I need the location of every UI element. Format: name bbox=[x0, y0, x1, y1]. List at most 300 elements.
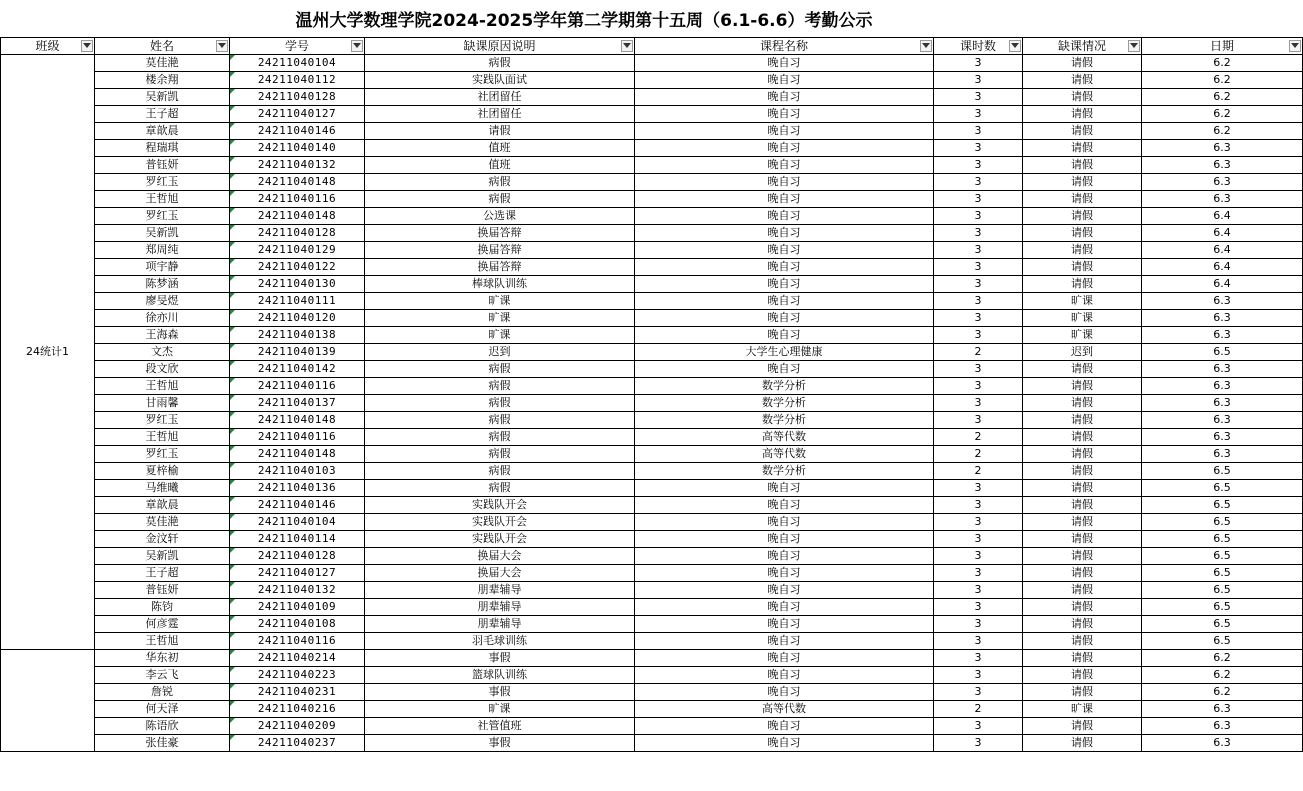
cell-name[interactable] bbox=[95, 72, 230, 89]
cell-reason[interactable] bbox=[365, 531, 635, 548]
cell-reason[interactable] bbox=[365, 191, 635, 208]
cell-reason[interactable] bbox=[365, 548, 635, 565]
cell-date[interactable] bbox=[1142, 531, 1303, 548]
cell-date[interactable] bbox=[1142, 616, 1303, 633]
cell-reason[interactable] bbox=[365, 72, 635, 89]
cell-student-id[interactable] bbox=[230, 327, 365, 344]
cell-date[interactable] bbox=[1142, 293, 1303, 310]
cell-reason[interactable] bbox=[365, 395, 635, 412]
cell-course[interactable] bbox=[635, 412, 934, 429]
cell-hours[interactable] bbox=[934, 293, 1023, 310]
cell-status[interactable] bbox=[1023, 463, 1142, 480]
cell-date[interactable] bbox=[1142, 446, 1303, 463]
cell-date[interactable] bbox=[1142, 174, 1303, 191]
cell-date[interactable] bbox=[1142, 701, 1303, 718]
cell-reason[interactable] bbox=[365, 157, 635, 174]
cell-name[interactable] bbox=[95, 429, 230, 446]
cell-hours[interactable] bbox=[934, 242, 1023, 259]
cell-status[interactable] bbox=[1023, 633, 1142, 650]
cell-reason[interactable] bbox=[365, 361, 635, 378]
cell-student-id[interactable] bbox=[230, 361, 365, 378]
cell-reason[interactable] bbox=[365, 429, 635, 446]
cell-date[interactable] bbox=[1142, 327, 1303, 344]
cell-reason[interactable] bbox=[365, 344, 635, 361]
cell-name[interactable] bbox=[95, 157, 230, 174]
cell-name[interactable] bbox=[95, 667, 230, 684]
cell-hours[interactable] bbox=[934, 310, 1023, 327]
cell-name[interactable] bbox=[95, 225, 230, 242]
cell-status[interactable] bbox=[1023, 701, 1142, 718]
cell-name[interactable] bbox=[95, 310, 230, 327]
cell-student-id[interactable] bbox=[230, 497, 365, 514]
cell-course[interactable] bbox=[635, 480, 934, 497]
cell-course[interactable] bbox=[635, 55, 934, 72]
cell-name[interactable] bbox=[95, 89, 230, 106]
cell-date[interactable] bbox=[1142, 157, 1303, 174]
cell-date[interactable] bbox=[1142, 497, 1303, 514]
cell-student-id[interactable] bbox=[230, 412, 365, 429]
cell-course[interactable] bbox=[635, 429, 934, 446]
cell-reason[interactable] bbox=[365, 514, 635, 531]
cell-course[interactable] bbox=[635, 531, 934, 548]
cell-date[interactable] bbox=[1142, 735, 1303, 752]
cell-course[interactable] bbox=[635, 259, 934, 276]
cell-status[interactable] bbox=[1023, 548, 1142, 565]
cell-course[interactable] bbox=[635, 684, 934, 701]
cell-status[interactable] bbox=[1023, 395, 1142, 412]
cell-status[interactable] bbox=[1023, 446, 1142, 463]
cell-reason[interactable] bbox=[365, 667, 635, 684]
cell-name[interactable] bbox=[95, 378, 230, 395]
cell-name[interactable] bbox=[95, 276, 230, 293]
cell-name[interactable] bbox=[95, 514, 230, 531]
cell-date[interactable] bbox=[1142, 89, 1303, 106]
cell-date[interactable] bbox=[1142, 463, 1303, 480]
cell-student-id[interactable] bbox=[230, 684, 365, 701]
cell-hours[interactable] bbox=[934, 55, 1023, 72]
cell-reason[interactable] bbox=[365, 650, 635, 667]
cell-student-id[interactable] bbox=[230, 174, 365, 191]
cell-course[interactable] bbox=[635, 735, 934, 752]
cell-name[interactable] bbox=[95, 293, 230, 310]
cell-course[interactable] bbox=[635, 276, 934, 293]
cell-course[interactable] bbox=[635, 361, 934, 378]
cell-date[interactable] bbox=[1142, 242, 1303, 259]
cell-student-id[interactable] bbox=[230, 667, 365, 684]
cell-hours[interactable] bbox=[934, 123, 1023, 140]
cell-reason[interactable] bbox=[365, 225, 635, 242]
cell-course[interactable] bbox=[635, 327, 934, 344]
cell-name[interactable] bbox=[95, 684, 230, 701]
cell-hours[interactable] bbox=[934, 633, 1023, 650]
cell-hours[interactable] bbox=[934, 225, 1023, 242]
cell-hours[interactable] bbox=[934, 174, 1023, 191]
filter-dropdown-icon[interactable] bbox=[216, 40, 228, 52]
cell-course[interactable] bbox=[635, 225, 934, 242]
cell-status[interactable] bbox=[1023, 361, 1142, 378]
cell-course[interactable] bbox=[635, 140, 934, 157]
cell-status[interactable] bbox=[1023, 140, 1142, 157]
cell-course[interactable] bbox=[635, 378, 934, 395]
class-cell[interactable] bbox=[1, 650, 95, 752]
cell-name[interactable] bbox=[95, 55, 230, 72]
cell-reason[interactable] bbox=[365, 480, 635, 497]
cell-name[interactable] bbox=[95, 395, 230, 412]
filter-dropdown-icon[interactable] bbox=[1128, 40, 1140, 52]
cell-date[interactable] bbox=[1142, 361, 1303, 378]
cell-student-id[interactable] bbox=[230, 531, 365, 548]
cell-course[interactable] bbox=[635, 157, 934, 174]
cell-hours[interactable] bbox=[934, 89, 1023, 106]
cell-name[interactable] bbox=[95, 242, 230, 259]
cell-name[interactable] bbox=[95, 701, 230, 718]
cell-date[interactable] bbox=[1142, 191, 1303, 208]
cell-course[interactable] bbox=[635, 599, 934, 616]
cell-hours[interactable] bbox=[934, 514, 1023, 531]
cell-course[interactable] bbox=[635, 310, 934, 327]
cell-student-id[interactable] bbox=[230, 225, 365, 242]
cell-text: 王哲旭 bbox=[145, 192, 179, 205]
cell-course[interactable] bbox=[635, 344, 934, 361]
cell-hours[interactable] bbox=[934, 259, 1023, 276]
cell-hours[interactable] bbox=[934, 463, 1023, 480]
cell-hours[interactable] bbox=[934, 480, 1023, 497]
cell-status[interactable] bbox=[1023, 89, 1142, 106]
cell-date[interactable] bbox=[1142, 514, 1303, 531]
cell-course[interactable] bbox=[635, 89, 934, 106]
cell-student-id[interactable] bbox=[230, 208, 365, 225]
cell-date[interactable] bbox=[1142, 582, 1303, 599]
cell-reason[interactable] bbox=[365, 310, 635, 327]
number-as-text-indicator-icon bbox=[230, 582, 235, 587]
cell-hours[interactable] bbox=[934, 140, 1023, 157]
cell-hours[interactable] bbox=[934, 684, 1023, 701]
cell-status[interactable] bbox=[1023, 497, 1142, 514]
cell-name[interactable] bbox=[95, 106, 230, 123]
cell-reason[interactable] bbox=[365, 446, 635, 463]
cell-status[interactable] bbox=[1023, 208, 1142, 225]
cell-student-id[interactable] bbox=[230, 650, 365, 667]
cell-student-id[interactable] bbox=[230, 72, 365, 89]
cell-hours[interactable] bbox=[934, 718, 1023, 735]
cell-status[interactable] bbox=[1023, 480, 1142, 497]
cell-reason[interactable] bbox=[365, 89, 635, 106]
cell-date[interactable] bbox=[1142, 310, 1303, 327]
cell-reason[interactable] bbox=[365, 616, 635, 633]
cell-hours[interactable] bbox=[934, 667, 1023, 684]
cell-reason[interactable] bbox=[365, 378, 635, 395]
cell-name[interactable] bbox=[95, 208, 230, 225]
cell-reason[interactable] bbox=[365, 701, 635, 718]
cell-student-id[interactable] bbox=[230, 480, 365, 497]
cell-reason[interactable] bbox=[365, 276, 635, 293]
cell-course[interactable] bbox=[635, 565, 934, 582]
cell-status[interactable] bbox=[1023, 72, 1142, 89]
cell-student-id[interactable] bbox=[230, 310, 365, 327]
cell-hours[interactable] bbox=[934, 412, 1023, 429]
cell-hours[interactable] bbox=[934, 497, 1023, 514]
cell-hours[interactable] bbox=[934, 344, 1023, 361]
cell-name[interactable] bbox=[95, 259, 230, 276]
cell-status[interactable] bbox=[1023, 225, 1142, 242]
cell-reason[interactable] bbox=[365, 327, 635, 344]
cell-reason[interactable] bbox=[365, 242, 635, 259]
cell-reason[interactable] bbox=[365, 497, 635, 514]
cell-reason[interactable] bbox=[365, 293, 635, 310]
cell-status[interactable] bbox=[1023, 55, 1142, 72]
cell-hours[interactable] bbox=[934, 276, 1023, 293]
cell-hours[interactable] bbox=[934, 157, 1023, 174]
cell-student-id[interactable] bbox=[230, 599, 365, 616]
cell-name[interactable] bbox=[95, 463, 230, 480]
cell-status[interactable] bbox=[1023, 191, 1142, 208]
class-cell[interactable]: 24统计1 bbox=[1, 55, 95, 650]
cell-student-id[interactable] bbox=[230, 55, 365, 72]
cell-name[interactable] bbox=[95, 599, 230, 616]
cell-status[interactable] bbox=[1023, 293, 1142, 310]
cell-hours[interactable] bbox=[934, 565, 1023, 582]
cell-course[interactable] bbox=[635, 701, 934, 718]
cell-hours[interactable] bbox=[934, 208, 1023, 225]
cell-student-id[interactable] bbox=[230, 140, 365, 157]
cell-date[interactable] bbox=[1142, 259, 1303, 276]
cell-student-id[interactable] bbox=[230, 123, 365, 140]
cell-student-id[interactable] bbox=[230, 463, 365, 480]
cell-course[interactable] bbox=[635, 106, 934, 123]
cell-hours[interactable] bbox=[934, 395, 1023, 412]
cell-date[interactable] bbox=[1142, 480, 1303, 497]
cell-status[interactable] bbox=[1023, 174, 1142, 191]
cell-course[interactable] bbox=[635, 242, 934, 259]
cell-hours[interactable] bbox=[934, 72, 1023, 89]
cell-course[interactable] bbox=[635, 582, 934, 599]
cell-status[interactable] bbox=[1023, 242, 1142, 259]
cell-status[interactable] bbox=[1023, 718, 1142, 735]
cell-hours[interactable] bbox=[934, 531, 1023, 548]
cell-student-id[interactable] bbox=[230, 395, 365, 412]
cell-date[interactable] bbox=[1142, 276, 1303, 293]
cell-hours[interactable] bbox=[934, 106, 1023, 123]
cell-status[interactable] bbox=[1023, 650, 1142, 667]
cell-date[interactable] bbox=[1142, 395, 1303, 412]
cell-student-id[interactable] bbox=[230, 582, 365, 599]
cell-hours[interactable] bbox=[934, 599, 1023, 616]
cell-date[interactable] bbox=[1142, 565, 1303, 582]
cell-name[interactable] bbox=[95, 174, 230, 191]
cell-name[interactable] bbox=[95, 548, 230, 565]
cell-student-id[interactable] bbox=[230, 514, 365, 531]
cell-student-id[interactable] bbox=[230, 259, 365, 276]
cell-status[interactable] bbox=[1023, 344, 1142, 361]
cell-name[interactable] bbox=[95, 361, 230, 378]
cell-reason[interactable] bbox=[365, 259, 635, 276]
cell-status[interactable] bbox=[1023, 106, 1142, 123]
cell-date[interactable] bbox=[1142, 650, 1303, 667]
cell-hours[interactable] bbox=[934, 361, 1023, 378]
cell-name[interactable] bbox=[95, 531, 230, 548]
cell-hours[interactable] bbox=[934, 650, 1023, 667]
cell-student-id[interactable] bbox=[230, 344, 365, 361]
cell-student-id[interactable] bbox=[230, 276, 365, 293]
cell-course[interactable] bbox=[635, 395, 934, 412]
filter-dropdown-icon[interactable] bbox=[920, 40, 932, 52]
cell-hours[interactable] bbox=[934, 429, 1023, 446]
cell-student-id[interactable] bbox=[230, 718, 365, 735]
cell-status[interactable] bbox=[1023, 157, 1142, 174]
cell-date[interactable] bbox=[1142, 344, 1303, 361]
cell-status[interactable] bbox=[1023, 327, 1142, 344]
cell-reason[interactable] bbox=[365, 55, 635, 72]
cell-date[interactable] bbox=[1142, 633, 1303, 650]
cell-student-id[interactable] bbox=[230, 548, 365, 565]
cell-name[interactable] bbox=[95, 480, 230, 497]
table-row bbox=[1, 344, 1303, 361]
cell-student-id[interactable] bbox=[230, 157, 365, 174]
cell-course[interactable] bbox=[635, 718, 934, 735]
cell-course[interactable] bbox=[635, 191, 934, 208]
filter-dropdown-icon[interactable] bbox=[81, 40, 93, 52]
cell-name[interactable] bbox=[95, 633, 230, 650]
cell-hours[interactable] bbox=[934, 548, 1023, 565]
cell-course[interactable] bbox=[635, 208, 934, 225]
cell-student-id[interactable] bbox=[230, 89, 365, 106]
cell-student-id[interactable] bbox=[230, 106, 365, 123]
cell-status[interactable] bbox=[1023, 582, 1142, 599]
cell-date[interactable] bbox=[1142, 55, 1303, 72]
cell-name[interactable] bbox=[95, 446, 230, 463]
cell-date[interactable] bbox=[1142, 208, 1303, 225]
cell-reason[interactable] bbox=[365, 735, 635, 752]
cell-name[interactable] bbox=[95, 140, 230, 157]
cell-date[interactable] bbox=[1142, 599, 1303, 616]
cell-date[interactable] bbox=[1142, 140, 1303, 157]
cell-student-id[interactable] bbox=[230, 191, 365, 208]
cell-hours[interactable] bbox=[934, 582, 1023, 599]
cell-status[interactable] bbox=[1023, 667, 1142, 684]
cell-name[interactable] bbox=[95, 344, 230, 361]
cell-student-id[interactable] bbox=[230, 701, 365, 718]
cell-status[interactable] bbox=[1023, 735, 1142, 752]
cell-date[interactable] bbox=[1142, 106, 1303, 123]
cell-course[interactable] bbox=[635, 650, 934, 667]
cell-course[interactable] bbox=[635, 497, 934, 514]
cell-status[interactable] bbox=[1023, 276, 1142, 293]
cell-hours[interactable] bbox=[934, 446, 1023, 463]
cell-date[interactable] bbox=[1142, 378, 1303, 395]
cell-date[interactable] bbox=[1142, 667, 1303, 684]
cell-status[interactable] bbox=[1023, 412, 1142, 429]
cell-reason[interactable] bbox=[365, 174, 635, 191]
cell-student-id[interactable] bbox=[230, 242, 365, 259]
cell-course[interactable] bbox=[635, 293, 934, 310]
cell-hours[interactable] bbox=[934, 735, 1023, 752]
cell-student-id[interactable] bbox=[230, 633, 365, 650]
cell-reason[interactable] bbox=[365, 140, 635, 157]
cell-status[interactable] bbox=[1023, 259, 1142, 276]
cell-status[interactable] bbox=[1023, 684, 1142, 701]
cell-course[interactable] bbox=[635, 123, 934, 140]
cell-status[interactable] bbox=[1023, 531, 1142, 548]
cell-hours[interactable] bbox=[934, 327, 1023, 344]
cell-name[interactable] bbox=[95, 616, 230, 633]
cell-course[interactable] bbox=[635, 633, 934, 650]
cell-student-id[interactable] bbox=[230, 565, 365, 582]
cell-hours[interactable] bbox=[934, 191, 1023, 208]
cell-hours[interactable] bbox=[934, 616, 1023, 633]
cell-status[interactable] bbox=[1023, 310, 1142, 327]
cell-course[interactable] bbox=[635, 463, 934, 480]
cell-status[interactable] bbox=[1023, 514, 1142, 531]
cell-student-id[interactable] bbox=[230, 616, 365, 633]
cell-name[interactable] bbox=[95, 565, 230, 582]
cell-course[interactable] bbox=[635, 616, 934, 633]
cell-hours[interactable] bbox=[934, 378, 1023, 395]
cell-reason[interactable] bbox=[365, 599, 635, 616]
cell-reason[interactable] bbox=[365, 106, 635, 123]
cell-student-id[interactable] bbox=[230, 446, 365, 463]
cell-status[interactable] bbox=[1023, 123, 1142, 140]
cell-name[interactable] bbox=[95, 718, 230, 735]
cell-name[interactable] bbox=[95, 735, 230, 752]
cell-name[interactable] bbox=[95, 412, 230, 429]
cell-student-id[interactable] bbox=[230, 378, 365, 395]
cell-date[interactable] bbox=[1142, 429, 1303, 446]
cell-hours[interactable] bbox=[934, 701, 1023, 718]
cell-date[interactable] bbox=[1142, 718, 1303, 735]
cell-reason[interactable] bbox=[365, 633, 635, 650]
cell-student-id[interactable] bbox=[230, 735, 365, 752]
cell-date[interactable] bbox=[1142, 72, 1303, 89]
cell-student-id[interactable] bbox=[230, 429, 365, 446]
cell-name[interactable] bbox=[95, 327, 230, 344]
filter-dropdown-icon[interactable] bbox=[351, 40, 363, 52]
filter-dropdown-icon[interactable] bbox=[1009, 40, 1021, 52]
cell-course[interactable] bbox=[635, 446, 934, 463]
cell-reason[interactable] bbox=[365, 565, 635, 582]
cell-date[interactable] bbox=[1142, 412, 1303, 429]
cell-date[interactable] bbox=[1142, 123, 1303, 140]
cell-reason[interactable] bbox=[365, 684, 635, 701]
cell-reason[interactable] bbox=[365, 463, 635, 480]
cell-status[interactable] bbox=[1023, 378, 1142, 395]
cell-name[interactable] bbox=[95, 582, 230, 599]
cell-name[interactable] bbox=[95, 123, 230, 140]
cell-course[interactable] bbox=[635, 667, 934, 684]
filter-dropdown-icon[interactable] bbox=[621, 40, 633, 52]
cell-date[interactable] bbox=[1142, 225, 1303, 242]
cell-reason[interactable] bbox=[365, 208, 635, 225]
cell-date[interactable] bbox=[1142, 548, 1303, 565]
cell-status[interactable] bbox=[1023, 429, 1142, 446]
cell-reason[interactable] bbox=[365, 412, 635, 429]
cell-reason[interactable] bbox=[365, 582, 635, 599]
cell-course[interactable] bbox=[635, 174, 934, 191]
cell-name[interactable] bbox=[95, 497, 230, 514]
cell-reason[interactable] bbox=[365, 123, 635, 140]
cell-name[interactable] bbox=[95, 650, 230, 667]
cell-name[interactable] bbox=[95, 191, 230, 208]
filter-dropdown-icon[interactable] bbox=[1289, 40, 1301, 52]
cell-course[interactable] bbox=[635, 514, 934, 531]
cell-course[interactable] bbox=[635, 548, 934, 565]
cell-status[interactable] bbox=[1023, 599, 1142, 616]
cell-status[interactable] bbox=[1023, 616, 1142, 633]
cell-reason[interactable] bbox=[365, 718, 635, 735]
cell-date[interactable] bbox=[1142, 684, 1303, 701]
cell-course[interactable] bbox=[635, 72, 934, 89]
cell-student-id[interactable] bbox=[230, 293, 365, 310]
cell-status[interactable] bbox=[1023, 565, 1142, 582]
